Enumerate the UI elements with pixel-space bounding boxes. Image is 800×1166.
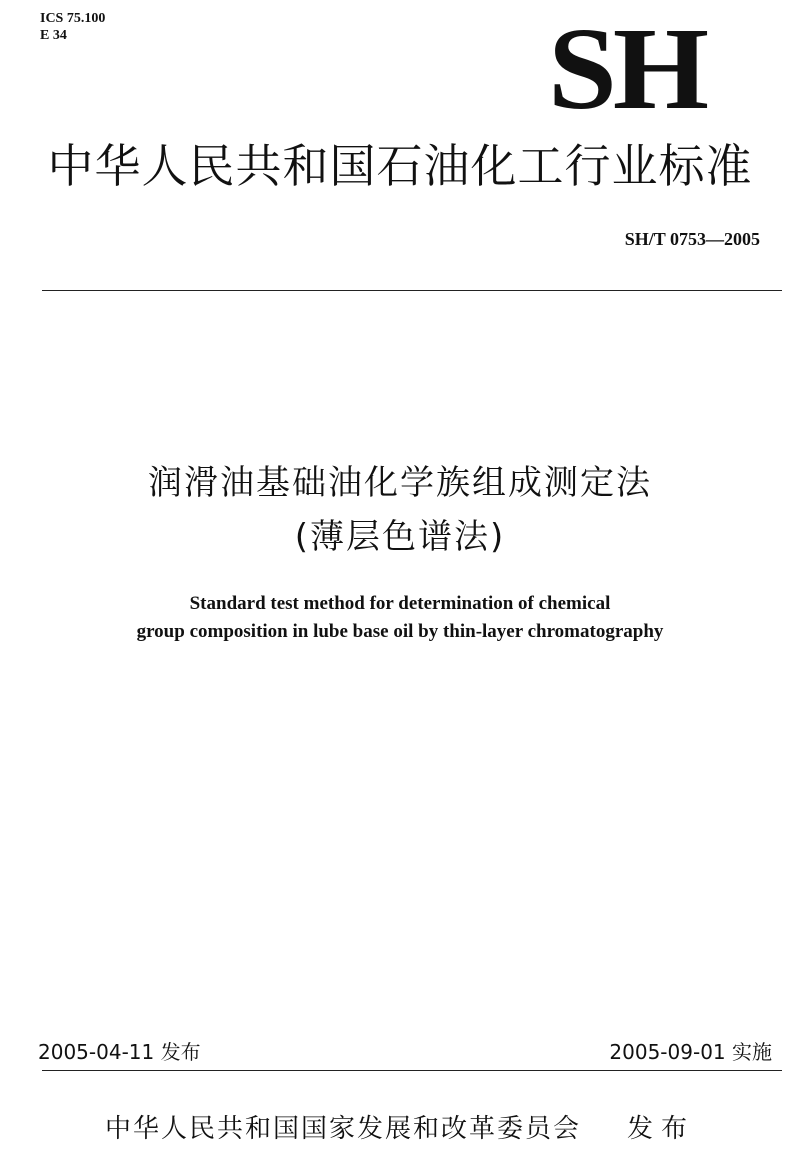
subtitle-chinese: (薄层色谱法) <box>294 517 506 557</box>
publisher-line <box>0 1112 800 1146</box>
national-standard-title: 中华人民共和国石油化工行业标准 <box>47 139 753 193</box>
title-english-line2: group composition in lube base oil by thin-layer chromatography <box>136 621 664 642</box>
issue-date: 2005-04-11 发布 <box>38 1040 201 1064</box>
title-english-line1: Standard test method for determination of chemical <box>189 593 611 614</box>
ics-code-block <box>40 10 105 44</box>
classification-code: E 34 <box>40 28 67 43</box>
title-chinese: 润滑油基础油化学族组成测定法 <box>148 463 652 503</box>
publisher-suffix: 发布 <box>627 1114 696 1144</box>
title-english <box>0 590 800 646</box>
top-divider <box>42 290 782 291</box>
standard-number: SH/T 0753—2005 <box>624 229 760 249</box>
ics-code: ICS 75.100 <box>40 11 106 26</box>
publisher-name: 中华人民共和国国家发展和改革委员会 <box>104 1114 581 1144</box>
implementation-date: 2005-09-01 实施 <box>609 1040 772 1064</box>
sh-logo: SH <box>548 3 705 134</box>
bottom-divider <box>42 1070 782 1071</box>
